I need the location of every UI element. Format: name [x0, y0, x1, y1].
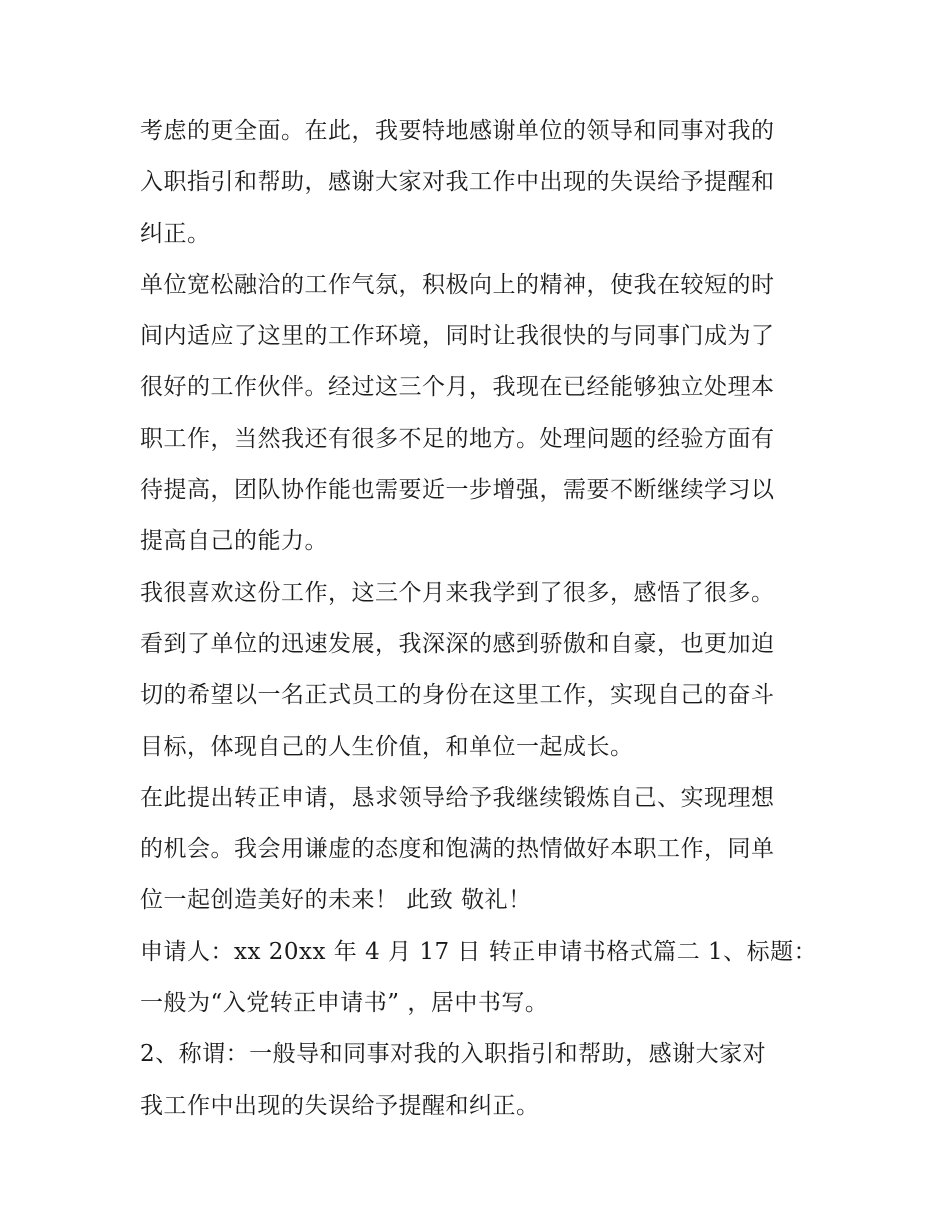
text-line: 申请人：xx 20xx 年 4 月 17 日 转正申请书格式篇二 1、标题：: [140, 938, 818, 965]
text-line: 在此提出转正申请，恳求领导给予我继续锻炼自己、实现理想: [140, 784, 775, 811]
paragraph-3: [140, 568, 820, 773]
text-line: 职工作，当然我还有很多不足的地方。处理问题的经验方面有: [140, 425, 775, 452]
text-line: 我很喜欢这份工作，这三个月来我学到了很多，感悟了很多。: [140, 579, 775, 606]
text-line: 看到了单位的迅速发展，我深深的感到骄傲和自豪，也更加迫: [140, 630, 775, 657]
text-line: 纠正。: [140, 220, 211, 247]
text-line: 的机会。我会用谦虚的态度和饱满的热情做好本职工作，同单: [140, 836, 775, 863]
text-line: 入职指引和帮助，感谢大家对我工作中出现的失误给予提醒和: [140, 169, 775, 196]
text-line: 提高自己的能力。: [140, 528, 328, 555]
text-line: 我工作中出现的失误给予提醒和纠正。: [140, 1092, 540, 1119]
text-line: 位一起创造美好的未来！ 此致 敬礼！: [140, 887, 532, 914]
document-body: [140, 106, 820, 1132]
text-line: 切的希望以一名正式员工的身份在这里工作，实现自己的奋斗: [140, 682, 775, 709]
text-line: 一般为“入党转正申请书” ，居中书写。: [140, 990, 549, 1017]
paragraph-1: [140, 106, 820, 260]
paragraph-2: [140, 260, 820, 568]
paragraph-4: [140, 773, 820, 927]
paragraph-6: [140, 1029, 820, 1132]
text-line: 很好的工作伙伴。经过这三个月，我现在已经能够独立处理本: [140, 374, 775, 401]
text-line: 单位宽松融洽的工作气氛，积极向上的精神，使我在较短的时: [140, 271, 775, 298]
text-line: 考虑的更全面。在此，我要特地感谢单位的领导和同事对我的: [140, 118, 775, 144]
text-line: 待提高，团队协作能也需要近一步增强，需要不断继续学习以: [140, 477, 775, 504]
text-line: 间内适应了这里的工作环境，同时让我很快的与同事门成为了: [140, 323, 775, 350]
paragraph-5: [140, 927, 820, 1030]
text-line: 2、称谓：一般导和同事对我的入职指引和帮助，感谢大家对: [140, 1041, 767, 1068]
text-line: 目标，体现自己的人生价值，和单位一起成长。: [140, 733, 634, 760]
